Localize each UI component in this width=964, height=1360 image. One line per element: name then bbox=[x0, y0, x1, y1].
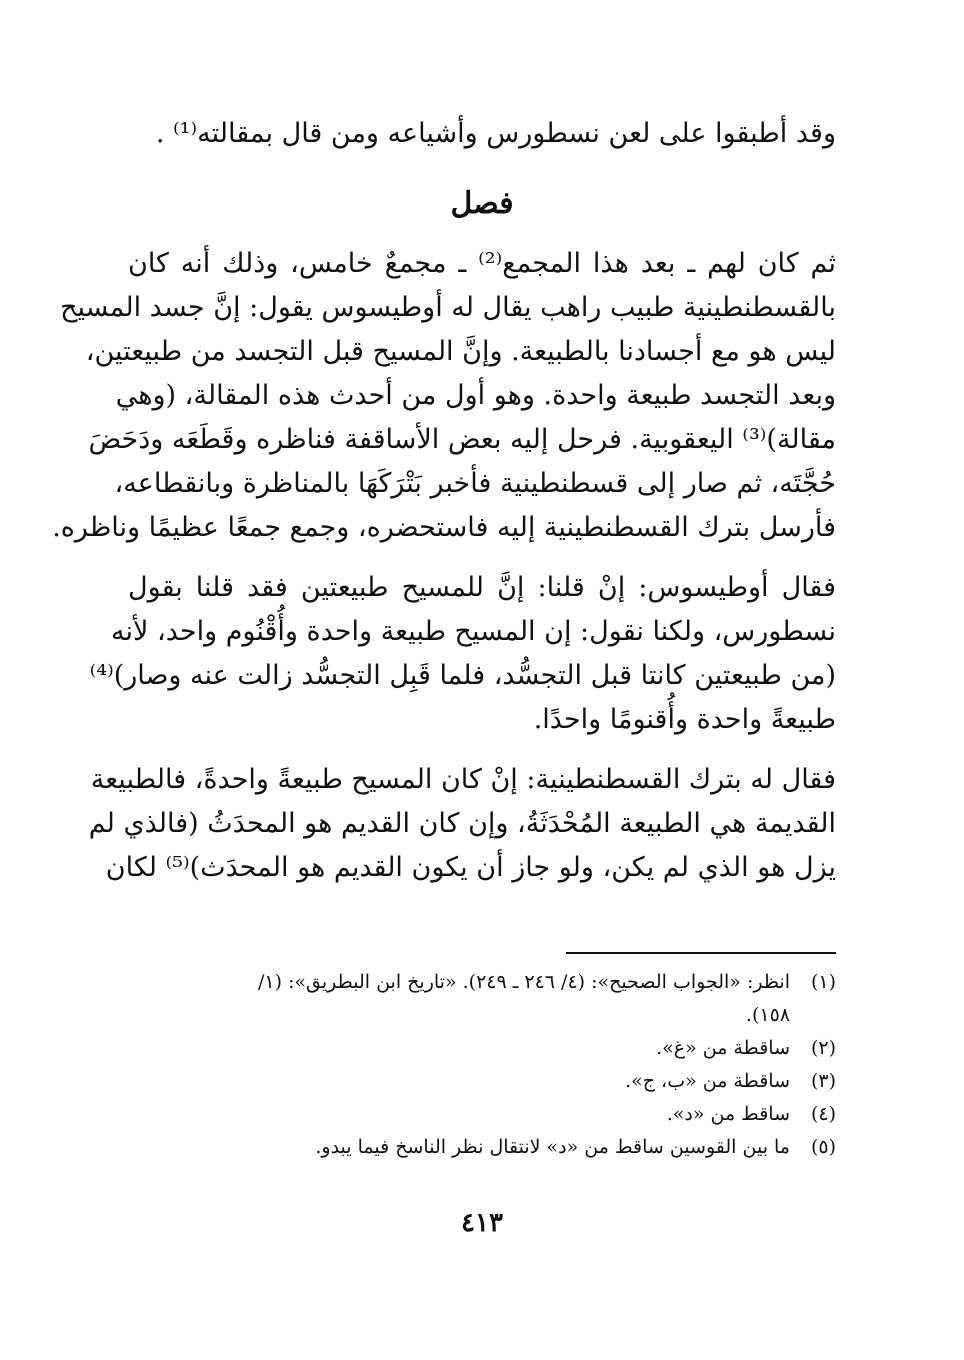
footnote-number: (٥) bbox=[810, 1136, 836, 1158]
footnote-text: ما بين القوسين ساقط من «د» لانتقال نظر الناسخ فيما يبدو. bbox=[315, 1136, 790, 1158]
text-line: مقالة)⁽³⁾ اليعقوبية. فرحل إليه بعض الأساقفة فناظره وقَطَعَه ودَحَضَ bbox=[88, 424, 836, 455]
section-heading: فصل bbox=[450, 186, 514, 221]
footnote-number: (٤) bbox=[810, 1103, 836, 1125]
text-line: فقال له بترك القسطنطينية: إنْ كان المسيح طبيعةً واحدةً، فالطبيعة bbox=[90, 764, 836, 795]
footnote-text: ساقطة من «غ». bbox=[656, 1037, 790, 1059]
text-line: حُجَّتَه، ثم صار إلى قسطنطينية فأخبر بَتْرَكَهَا بالمناظرة وبانقطاعه، bbox=[114, 468, 836, 499]
footnote-line: ١٥٨). bbox=[745, 1004, 790, 1026]
text-line: ليس هو مع أجسادنا بالطبيعة. وإنَّ المسيح قبل التجسد من طبيعتين، bbox=[85, 336, 836, 367]
footnote-4 bbox=[128, 1098, 836, 1131]
page-number: ٤١٣ bbox=[461, 1208, 503, 1238]
text-line: وبعد التجسد طبيعة واحدة. وهو أول من أحدث هذه المقالة، (وهي bbox=[115, 380, 836, 411]
paragraph-2 bbox=[89, 566, 836, 742]
text-line: فقال أوطيسوس: إنْ قلنا: إنَّ للمسيح طبيعتين فقد قلنا بقول bbox=[128, 572, 836, 603]
footnote-number: (١) bbox=[810, 971, 836, 993]
footnote-text: ساقطة من «ب، ج». bbox=[625, 1070, 790, 1092]
text-line: طبيعةً واحدة وأُقنومًا واحدًا. bbox=[533, 704, 836, 735]
footnote-divider bbox=[566, 952, 836, 954]
footnote-text: ساقط من «د». bbox=[666, 1103, 790, 1125]
footnote-5 bbox=[128, 1131, 836, 1164]
footnote-number: (٢) bbox=[810, 1037, 836, 1059]
main-text bbox=[52, 112, 836, 906]
text-line: ثم كان لهم ـ بعد هذا المجمع⁽²⁾ ـ مجمعٌ خامس، وذلك أنه كان bbox=[128, 248, 836, 279]
text-line: نسطورس، ولكنا نقول: إن المسيح طبيعة واحدة وأُقْنُوم واحد، لأنه bbox=[111, 616, 836, 647]
footnotes bbox=[128, 966, 836, 1164]
text-line: القديمة هي الطبيعة المُحْدَثَةُ، وإن كان القديم هو المحدَثُ (فالذي لم bbox=[88, 808, 836, 839]
paragraph-3 bbox=[88, 758, 836, 890]
footnote-1 bbox=[128, 966, 836, 1032]
text-line: فأرسل بترك القسطنطينية إليه فاستحضره، وجمع جمعًا عظيمًا وناظره. bbox=[52, 512, 836, 543]
footnote-3 bbox=[128, 1065, 836, 1098]
text-line: يزل هو الذي لم يكن، ولو جاز أن يكون القديم هو المحدَث)⁽⁵⁾ لكان bbox=[105, 852, 836, 883]
footnote-line: انظر: «الجواب الصحيح»: (٤/ ٢٤٦ ـ ٢٤٩). «تاريخ ابن البطريق»: (١/ bbox=[257, 971, 790, 993]
paragraph-1 bbox=[52, 242, 836, 550]
footnote-2 bbox=[128, 1032, 836, 1065]
opening-line: وقد أطبقوا على لعن نسطورس وأشياعه ومن قال بمقالته⁽¹⁾ . bbox=[155, 118, 836, 149]
text-line: بالقسطنطينية طبيب راهب يقال له أوطيسوس يقول: إنَّ جسد المسيح bbox=[60, 292, 836, 323]
footnote-text bbox=[128, 966, 790, 1032]
text-line: (من طبيعتين كانتا قبل التجسُّد، فلما قَبِل التجسُّد زالت عنه وصار)⁽⁴⁾ bbox=[89, 660, 836, 691]
footnote-number: (٣) bbox=[810, 1070, 836, 1092]
